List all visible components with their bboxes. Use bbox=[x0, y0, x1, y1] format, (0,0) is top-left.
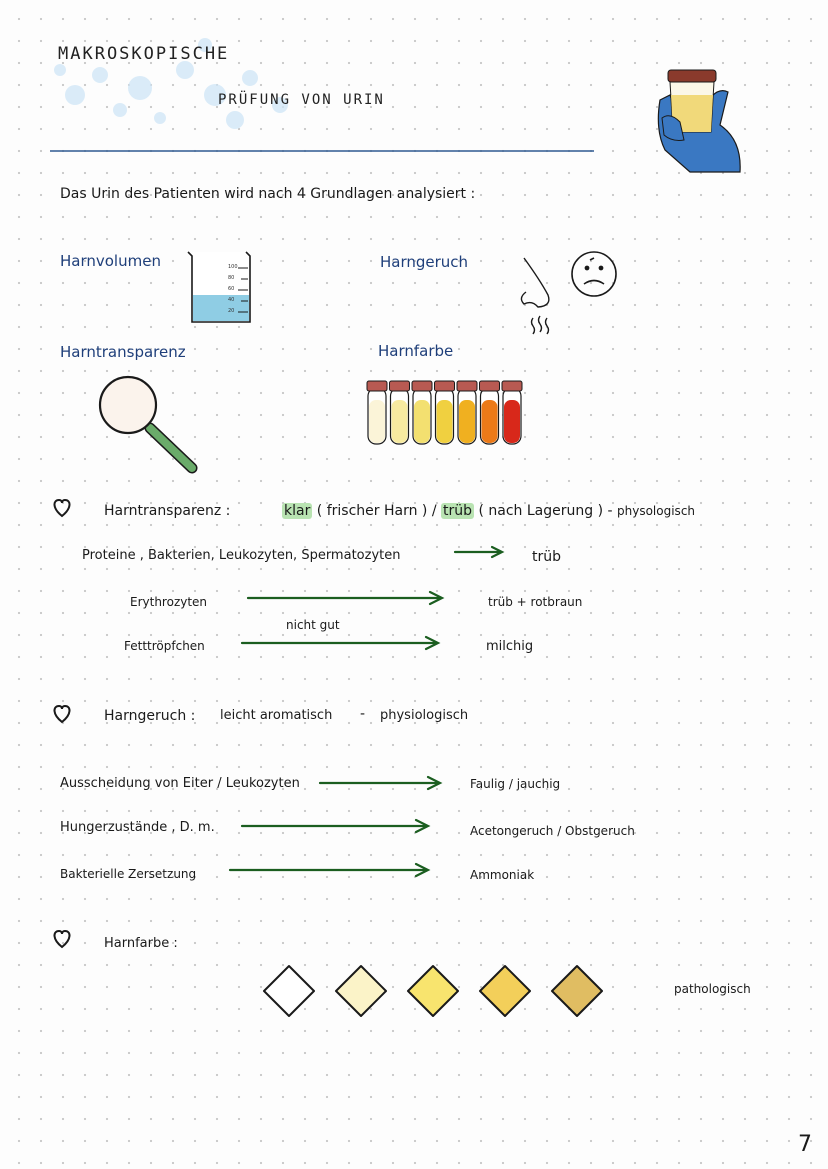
arrow-eiter bbox=[320, 777, 440, 789]
physiologisch-label: physologisch bbox=[617, 504, 696, 518]
test-tube bbox=[435, 381, 455, 444]
slash: / bbox=[431, 503, 437, 519]
test-tube bbox=[457, 381, 477, 444]
trueb-note: ( nach Lagerung ) bbox=[478, 503, 604, 519]
test-tube bbox=[412, 381, 432, 444]
tick-label: 60 bbox=[228, 286, 235, 292]
geruch-row3-right: Ammoniak bbox=[470, 868, 535, 882]
page-number: 7 bbox=[798, 1132, 812, 1157]
test-tube bbox=[367, 381, 387, 444]
section-geruch-heading: Harngeruch : bbox=[104, 708, 196, 724]
color-swatch bbox=[408, 966, 458, 1016]
title-line1: MAKROSKOPISCHE bbox=[58, 44, 230, 64]
geruch-physiologisch: physiologisch bbox=[380, 708, 469, 723]
tick-label: 100 bbox=[228, 264, 238, 270]
heart-icon bbox=[54, 706, 69, 722]
label-harnvolumen: Harnvolumen bbox=[60, 252, 161, 270]
label-harntransparenz: Harntransparenz bbox=[60, 343, 186, 361]
arrow-bakteriell bbox=[230, 864, 428, 876]
color-swatches bbox=[264, 966, 602, 1016]
transparenz-line bbox=[282, 503, 695, 519]
test-tube bbox=[502, 381, 522, 444]
arrow-hunger bbox=[242, 820, 428, 832]
beaker-icon bbox=[188, 252, 250, 322]
title-line2: PRÜFUNG VON URIN bbox=[218, 92, 385, 108]
pathologisch-label: pathologisch bbox=[674, 982, 751, 996]
klar-highlight: klar bbox=[284, 503, 311, 519]
magnifier-icon bbox=[100, 377, 192, 468]
arrow-erythrozyten bbox=[248, 592, 442, 604]
label-harnfarbe: Harnfarbe bbox=[378, 342, 454, 360]
klar-note: ( frischer Harn ) bbox=[316, 503, 428, 519]
test-tube bbox=[390, 381, 410, 444]
row1-right: trüb bbox=[532, 549, 562, 565]
row3-right: milchig bbox=[486, 639, 534, 654]
geruch-row2-left: Hungerzustände , D. m. bbox=[60, 820, 215, 835]
heart-icon bbox=[54, 931, 69, 947]
tick-label: 40 bbox=[228, 297, 235, 303]
section-transparenz-heading: Harntransparenz : bbox=[104, 503, 231, 519]
row1-left: Proteine , Bakterien, Leukozyten, Spermatozyten bbox=[82, 548, 401, 563]
urine-cup-icon bbox=[658, 70, 740, 172]
geruch-dash: - bbox=[360, 706, 366, 722]
test-tube bbox=[480, 381, 500, 444]
test-tubes-icon bbox=[367, 381, 522, 444]
nose-icon bbox=[521, 258, 548, 334]
trueb-highlight: trüb bbox=[443, 503, 473, 519]
section-farbe-heading: Harnfarbe : bbox=[104, 936, 178, 951]
color-swatch bbox=[336, 966, 386, 1016]
row2-right: trüb + rotbraun bbox=[488, 595, 583, 609]
dash: - bbox=[607, 503, 613, 519]
row2-left: Erythrozyten bbox=[130, 595, 208, 609]
intro-text: Das Urin des Patienten wird nach 4 Grundlagen analysiert : bbox=[60, 186, 476, 202]
tick-label: 20 bbox=[228, 308, 235, 314]
arrows-geruch bbox=[230, 777, 440, 876]
arrow-fetttroepfchen bbox=[242, 637, 438, 649]
arrow-trueb bbox=[455, 547, 502, 557]
heart-icon bbox=[54, 500, 69, 516]
color-swatch bbox=[552, 966, 602, 1016]
geruch-value: leicht aromatisch bbox=[220, 708, 333, 723]
disgusted-face-icon bbox=[572, 252, 616, 296]
geruch-row1-right: Faulig / jauchig bbox=[470, 777, 561, 791]
middle-note: nicht gut bbox=[286, 618, 340, 632]
geruch-row3-left: Bakterielle Zersetzung bbox=[60, 867, 197, 881]
beaker-tick-labels bbox=[228, 262, 238, 317]
row3-left: Fetttröpfchen bbox=[124, 639, 205, 653]
color-swatch bbox=[480, 966, 530, 1016]
geruch-row1-left: Ausscheidung von Eiter / Leukozyten bbox=[60, 776, 300, 791]
geruch-row2-right: Acetongeruch / Obstgeruch bbox=[470, 824, 635, 838]
tick-label: 80 bbox=[228, 275, 235, 281]
label-harngeruch: Harngeruch bbox=[380, 253, 469, 271]
color-swatch bbox=[264, 966, 314, 1016]
